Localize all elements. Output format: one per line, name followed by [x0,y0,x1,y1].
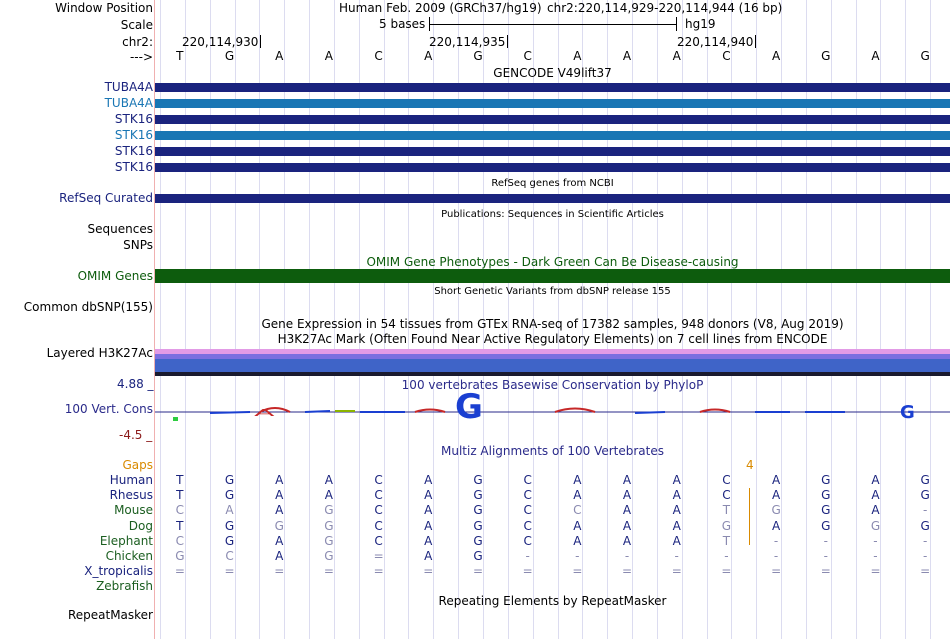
reference-base: C [374,49,383,63]
dbsnp-label[interactable]: Common dbSNP(155) [23,300,153,314]
aligned-base: G [473,533,483,548]
aligned-base: A [622,503,632,518]
gencode-gene-bar[interactable] [155,163,950,172]
aligned-base: A [424,533,433,548]
reference-base: A [573,49,582,63]
multiz-track-title: Multiz Alignments of 100 Vertebrates [440,444,665,458]
aligned-base: - [575,549,580,563]
h3k27ac-track-title: H3K27Ac Mark (Often Found Near Active Regulatory Elements) on 7 cell lines from ENCODE [277,332,828,346]
reference-base: A [672,49,681,63]
aligned-base: C [374,473,383,487]
aligned-base: A [622,473,632,487]
aligned-base: C [374,503,383,518]
aligned-base: - [525,549,530,563]
aligned-base: C [523,503,532,518]
coord-tick-1: 220,114,930 [182,35,261,49]
scale-label: Scale [120,18,153,32]
aligned-base: A [275,473,284,487]
aligned-base: G [920,473,930,487]
aligned-base: = [671,564,682,579]
aligned-base: A [275,503,284,518]
aligned-base: - [823,549,828,563]
aligned-base: G [473,518,483,533]
aligned-base: - [773,533,779,548]
species-label[interactable]: Elephant [99,533,153,548]
aligned-base: - [773,549,779,563]
strand-arrow-label: ---> [129,50,153,64]
conservation-logo [155,390,950,430]
aligned-base: A [771,488,781,503]
aligned-base: A [573,518,582,533]
reference-base: G [920,49,930,63]
gencode-gene-bar[interactable] [155,147,950,156]
aligned-base: = [820,564,831,579]
aligned-base: A [672,488,681,503]
reference-sequence [155,49,950,64]
gencode-gene-label[interactable]: STK16 [114,112,153,126]
aligned-base: C [374,518,383,533]
aligned-base: G [920,518,930,533]
aligned-base: A [424,503,433,518]
aligned-base: T [722,533,731,548]
aligned-base: C [523,488,532,503]
aligned-base: C [175,503,185,518]
gtex-track-title: Gene Expression in 54 tissues from GTEx RNA-seq of 17382 samples, 948 donors (V8, Aug 2019) [261,317,844,331]
aligned-base: A [324,473,334,487]
reference-base: C [523,49,532,63]
repeatmasker-track-title: Repeating Elements by RepeatMasker [438,594,667,608]
gencode-track-title: GENCODE V49lift37 [493,66,612,80]
aligned-base: = [920,564,931,579]
refseq-gene-bar[interactable] [155,194,950,203]
omim-label[interactable]: OMIM Genes [77,269,153,283]
aligned-base: G [224,533,235,548]
coord-tick-2: 220,114,935 [429,35,508,49]
aligned-base: C [573,503,582,518]
gencode-gene-label[interactable]: STK16 [114,128,153,142]
aligned-base: G [324,518,334,533]
aligned-base: = [274,564,285,579]
aligned-base: T [176,488,184,503]
aligned-base: C [225,549,234,563]
aligned-base: A [871,503,880,518]
gencode-gene-label[interactable]: TUBA4A [104,96,153,110]
aligned-base: A [622,518,632,533]
refseq-label[interactable]: RefSeq Curated [59,191,153,205]
aligned-base: G [473,488,483,503]
db-label: hg19 [685,17,716,31]
aligned-base: G [274,518,284,533]
reference-base: C [722,49,731,63]
coord-tick-3: 220,114,940 [677,35,756,49]
aligned-base: A [424,518,433,533]
aligned-base: C [722,488,731,503]
aligned-base: = [174,564,185,579]
reference-base: G [821,49,831,63]
aligned-base: G [224,488,235,503]
reference-base: T [176,49,184,63]
aligned-base: C [523,533,532,548]
gencode-gene-label[interactable]: STK16 [114,160,153,174]
species-label[interactable]: X_tropicalis [84,564,153,579]
omim-gene-bar[interactable] [155,269,950,283]
sequences-label[interactable]: Sequences [87,222,153,236]
refseq-track-title: RefSeq genes from NCBI [491,178,614,189]
aligned-base: - [724,549,729,563]
aligned-base: = [423,564,434,579]
aligned-base: = [224,564,235,579]
aligned-base: T [722,503,731,518]
aligned-base: A [871,473,880,487]
svg-text:A: A [254,407,275,419]
aligned-base: A [771,473,781,487]
species-label[interactable]: Dog [128,518,153,533]
aligned-base: A [871,488,880,503]
aligned-base: G [473,473,483,487]
omim-track-title: OMIM Gene Phenotypes - Dark Green Can Be Disease-causing [366,255,739,269]
scale-bar [429,17,677,31]
aligned-base: = [323,564,334,579]
aligned-base: = [373,564,384,579]
aligned-base: T [176,473,184,487]
aligned-base: C [523,518,532,533]
aligned-base: A [225,503,234,518]
aligned-base: A [672,533,681,548]
aligned-base: G [821,503,831,518]
aligned-base: C [523,473,532,487]
aligned-base: - [922,503,928,518]
aligned-base: - [922,549,928,563]
reference-base: G [224,49,235,63]
conservation-track-title: 100 vertebrates Basewise Conservation by PhyloP [401,378,704,392]
reference-base: A [771,49,781,63]
species-label[interactable]: Chicken [105,549,153,563]
assembly-title: Human Feb. 2009 (GRCh37/hg19) [339,1,542,15]
aligned-base: A [573,473,582,487]
aligned-base: A [672,518,681,533]
h3k27ac-label[interactable]: Layered H3K27Ac [46,346,153,360]
species-label[interactable]: Zebrafish [96,579,153,594]
aligned-base: G [821,473,831,487]
aligned-base: A [275,533,284,548]
gaps-label[interactable]: Gaps [122,458,153,472]
aligned-base: - [674,549,679,563]
h3k27ac-signal[interactable] [155,349,950,376]
aligned-base: - [873,533,878,548]
aligned-base: G [473,549,483,563]
aligned-base: A [424,549,433,563]
aligned-base: A [672,473,681,487]
gencode-gene-label[interactable]: TUBA4A [104,80,153,94]
aligned-base: G [324,533,334,548]
species-label[interactable]: Rhesus [109,488,153,503]
aligned-base: = [572,564,583,579]
aligned-base: G [721,518,732,533]
cons-max-value: 4.88 _ [117,377,154,391]
aligned-base: A [672,503,681,518]
gencode-gene-bar[interactable] [155,83,950,92]
aligned-base: - [922,533,928,548]
gencode-gene-bar[interactable] [155,131,950,140]
aligned-base: G [324,503,334,518]
aligned-base: G [224,518,235,533]
species-label[interactable]: Human [109,473,153,487]
aligned-base: - [624,549,630,563]
gencode-gene-label[interactable]: STK16 [114,144,153,158]
reference-base: A [275,49,284,63]
reference-base: A [622,49,632,63]
reference-base: A [424,49,433,63]
repeatmasker-label[interactable]: RepeatMasker [67,608,153,622]
dbsnp-track-title: Short Genetic Variants from dbSNP release 155 [434,286,671,297]
aligned-base: A [622,488,632,503]
aligned-base: G [821,488,831,503]
aligned-base: = [721,564,732,579]
aligned-base: A [275,488,284,503]
reference-base: A [324,49,334,63]
aligned-base: T [176,518,184,533]
snps-label[interactable]: SNPs [123,238,153,252]
aligned-base: = [522,564,533,579]
position-readout: chr2:220,114,929-220,114,944 (16 bp) [547,1,783,15]
conservation-label[interactable]: 100 Vert. Cons [64,402,153,416]
aligned-base: G [473,503,483,518]
aligned-base: G [224,473,235,487]
reference-base: G [473,49,483,63]
aligned-base: A [424,488,433,503]
aligned-base: C [374,533,383,548]
aligned-base: A [573,488,582,503]
cons-min-value: -4.5 _ [119,428,153,442]
aligned-base: = [373,549,384,563]
gencode-gene-bar[interactable] [155,99,950,108]
aligned-base: G [821,518,831,533]
chr-label: chr2: [122,35,153,49]
aligned-base: C [374,488,383,503]
gap-marker [749,488,750,545]
aligned-base: A [622,533,632,548]
aligned-base: G [870,518,881,533]
aligned-base: A [275,549,284,563]
aligned-base: C [175,533,185,548]
publications-track-title: Publications: Sequences in Scientific Articles [441,209,664,220]
gap-value: 4 [746,458,754,472]
aligned-base: = [771,564,782,579]
aligned-base: A [324,488,334,503]
window-position-label: Window Position [55,1,153,15]
aligned-base: A [573,533,582,548]
aligned-base: A [771,518,781,533]
scale-text: 5 bases [379,17,426,31]
gencode-gene-bar[interactable] [155,115,950,124]
aligned-base: = [472,564,483,579]
aligned-base: = [870,564,881,579]
aligned-base: G [771,503,781,518]
species-label[interactable]: Mouse [114,503,153,518]
aligned-base: - [873,549,878,563]
aligned-base: G [324,549,334,563]
aligned-base: - [823,533,828,548]
aligned-base: A [424,473,433,487]
reference-base: A [871,49,880,63]
aligned-base: C [722,473,731,487]
aligned-base: G [920,488,930,503]
svg-text:G: G [455,390,483,427]
svg-text:G: G [900,402,915,423]
aligned-base: G [175,549,185,563]
aligned-base: = [622,564,633,579]
